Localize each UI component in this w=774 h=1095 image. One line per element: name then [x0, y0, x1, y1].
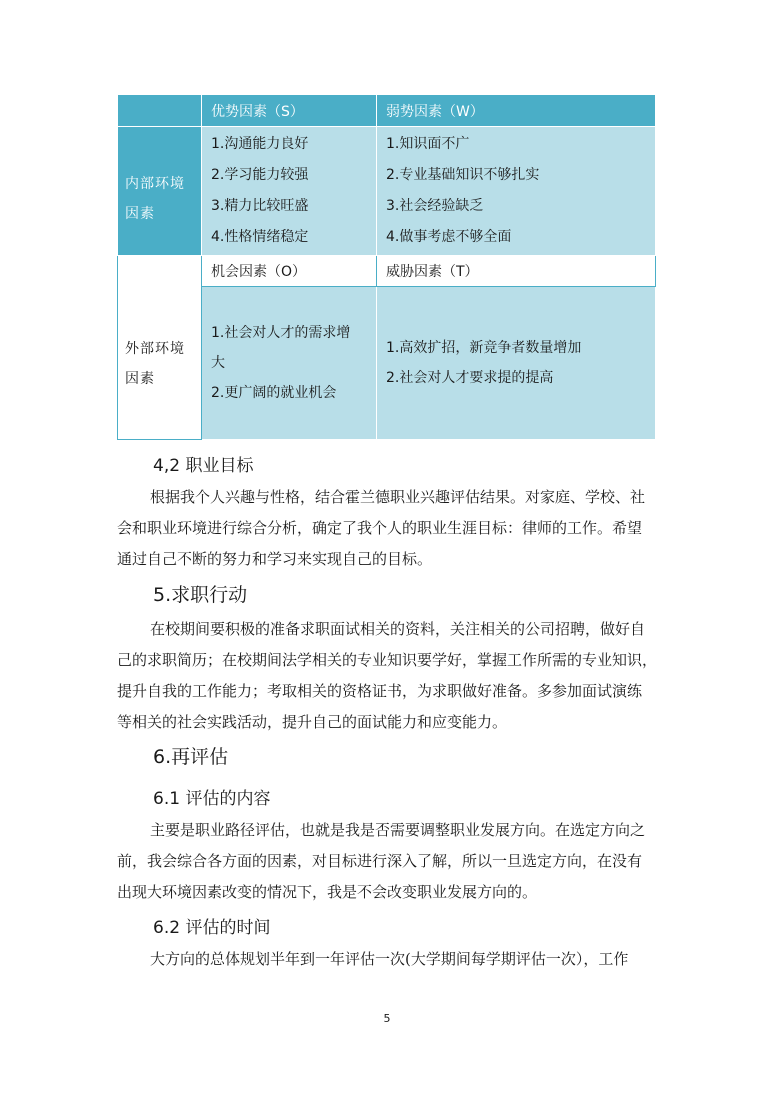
list-item: 1.沟通能力良好 [211, 136, 309, 152]
paragraph-career-goal [117, 482, 657, 575]
section-heading-assessment-content: 6.1 评估的内容 [153, 789, 271, 809]
paragraph-assessment-content [117, 815, 657, 908]
paragraph-job-search [117, 614, 657, 738]
list-item: 2.专业基础知识不够扎实 [386, 167, 540, 183]
opportunities-header: 机会因素（O） [202, 256, 377, 287]
text-line: 出现大环境因素改变的情况下，我是不会改变职业发展方向的。 [117, 883, 538, 901]
weaknesses-list [377, 127, 656, 256]
strengths-list [202, 127, 377, 256]
section-heading-assessment-time: 6.2 评估的时间 [153, 918, 271, 938]
list-item: 1.知识面不广 [386, 136, 470, 152]
internal-factors-label [118, 127, 202, 256]
section-heading-job-search: 5.求职行动 [153, 584, 248, 606]
list-item: 1.高效扩招，新竞争者数量增加 [386, 340, 582, 356]
text-line: 提升自我的工作能力；考取相关的资格证书，为求职做好准备。多参加面试演练 [117, 682, 643, 700]
text-line: 在校期间要积极的准备求职面试相关的资料，关注相关的公司招聘，做好自 [150, 620, 646, 638]
strengths-header: 优势因素（S） [202, 95, 377, 127]
text-line: 会和职业环境进行综合分析，确定了我个人的职业生涯目标：律师的工作。希望 [117, 519, 643, 537]
list-item: 3.社会经验缺乏 [386, 198, 484, 214]
list-item: 4.做事考虑不够全面 [386, 229, 512, 245]
internal-label-line: 内部环境 [125, 176, 185, 192]
list-item: 2.更广阔的就业机会 [211, 385, 337, 401]
text-line: 主要是职业路径评估，也就是我是否需要调整职业发展方向。在选定方向之 [150, 821, 646, 839]
text-line: 等相关的社会实践活动，提升自己的面试能力和应变能力。 [117, 713, 508, 731]
threats-list [377, 287, 656, 440]
threats-header: 威胁因素（T） [377, 256, 656, 287]
swot-table [117, 94, 656, 440]
text-line: 己的求职简历；在校期间法学相关的专业知识要学好，掌握工作所需的专业知识， [117, 651, 658, 669]
list-item: 3.精力比较旺盛 [211, 198, 309, 214]
swot-internal-corner [118, 95, 202, 127]
internal-label-line: 因素 [125, 206, 155, 222]
list-item: 4.性格情绪稳定 [211, 229, 309, 245]
paragraph-assessment-time [117, 944, 657, 975]
list-item: 2.学习能力较强 [211, 167, 309, 183]
list-item: 1.社会对人才的需求增 [211, 325, 351, 341]
section-heading-career-goal: 4,2 职业目标 [153, 456, 254, 476]
text-line: 根据我个人兴趣与性格，结合霍兰德职业兴趣评估结果。对家庭、学校、社 [150, 488, 646, 506]
section-heading-reassessment: 6.再评估 [153, 746, 229, 768]
text-line: 大方向的总体规划半年到一年评估一次(大学期间每学期评估一次），工作 [150, 950, 629, 968]
text-line: 通过自己不断的努力和学习来实现自己的目标。 [117, 550, 433, 568]
external-factors-label [118, 256, 202, 440]
opportunities-list [202, 287, 377, 440]
list-item: 大 [211, 355, 225, 371]
page-number: 5 [383, 1012, 391, 1025]
list-item: 2.社会对人才要求提的提高 [386, 370, 554, 386]
external-label-line: 因素 [125, 371, 155, 387]
weaknesses-header: 弱势因素（W） [377, 95, 656, 127]
text-line: 前，我会综合各方面的因素，对目标进行深入了解，所以一旦选定方向，在没有 [117, 852, 643, 870]
external-label-line: 外部环境 [125, 341, 185, 357]
